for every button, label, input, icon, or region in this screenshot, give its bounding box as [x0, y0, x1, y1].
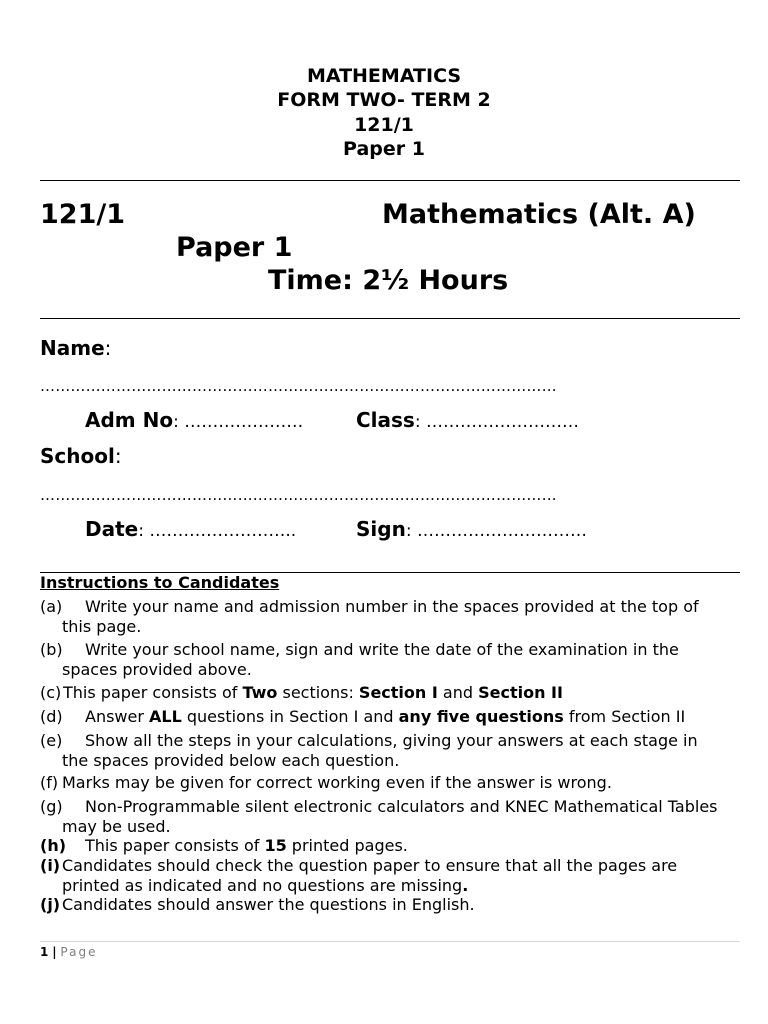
header-form: FORM TWO- TERM 2 [277, 89, 491, 111]
instruction-label: (h) [40, 836, 67, 855]
instructions-title: Instructions to Candidates [40, 573, 280, 592]
title-code: 121/1 [40, 199, 126, 230]
school-label: School [40, 444, 115, 468]
instruction-text: Show all the steps in your calculations, giving your answers at each stage in [85, 731, 698, 750]
emphasis: Section II [478, 683, 563, 702]
page-word: Page [60, 945, 98, 959]
instruction-text-cont: the spaces provided below each question. [62, 751, 400, 770]
instruction-label: (c) [40, 683, 62, 702]
instruction-c: (c) This paper consists of Two sections: Section I and Section II [40, 683, 563, 702]
sign-dots: : ………………………… [405, 521, 587, 541]
class-label: Class [356, 408, 415, 432]
instruction-label: (i) [40, 856, 61, 875]
date-dots: : …………………….. [138, 521, 297, 541]
instruction-text: Marks may be given for correct working even if the answer is wrong. [62, 773, 612, 792]
footer-divider [40, 941, 740, 942]
adm-no-field[interactable] [85, 408, 303, 434]
class-field[interactable] [356, 408, 579, 434]
sign-field[interactable] [356, 517, 587, 543]
name-dots[interactable]: ………………………………………………………………………………………… [40, 377, 557, 395]
emphasis: Section I [358, 683, 438, 702]
class-dots: : ……………………… [414, 412, 579, 432]
date-field[interactable] [85, 517, 296, 543]
instruction-text: Candidates should answer the questions in English. [62, 895, 475, 914]
instruction-a [40, 597, 740, 637]
sign-label: Sign [356, 517, 406, 541]
emphasis: any five questions [398, 707, 564, 726]
instruction-label: (g) [40, 797, 63, 816]
instruction-label: (e) [40, 731, 63, 750]
instruction-g [40, 797, 740, 837]
instruction-label: (b) [40, 640, 63, 659]
title-subject: Mathematics (Alt. A) [382, 199, 696, 230]
school-field[interactable]: School: [40, 444, 122, 468]
instruction-j [40, 895, 740, 915]
school-dots[interactable]: ………………………………………………………………………………………… [40, 486, 557, 504]
name-label: Name [40, 336, 105, 360]
instruction-f [40, 773, 740, 793]
instruction-text-cont: spaces provided above. [62, 660, 252, 679]
adm-no-dots: : ………………… [173, 412, 304, 432]
emphasis: Two [242, 683, 278, 702]
adm-no-label: Adm No [85, 408, 174, 432]
instruction-text: Write your school name, sign and write the date of the examination in the [85, 640, 679, 659]
instruction-text-cont: may be used. [62, 817, 171, 836]
instruction-e [40, 731, 740, 771]
instruction-label: (f) [40, 773, 59, 792]
title-time: Time: 2½ Hours [268, 265, 509, 296]
page-separator: | [52, 945, 57, 959]
instruction-text: Non-Programmable silent electronic calculators and KNEC Mathematical Tables [85, 797, 718, 816]
instruction-text-cont: printed as indicated and no questions are missing [62, 876, 463, 895]
header-paper: Paper 1 [343, 138, 425, 160]
emphasis: 15 [264, 836, 287, 855]
instruction-text-cont: this page. [62, 617, 142, 636]
emphasis: ALL [149, 707, 182, 726]
instruction-label: (a) [40, 597, 63, 616]
name-field[interactable]: Name: [40, 336, 112, 360]
instruction-b [40, 640, 740, 680]
header-code: 121/1 [354, 114, 414, 136]
instruction-label: (j) [40, 895, 61, 914]
divider-top [40, 180, 740, 181]
page-footer [40, 945, 97, 959]
instruction-i: (i) Candidates should check the question paper to ensure that all the pages are printed as indicated and no questions are missing. [40, 856, 740, 896]
instruction-label: (d) [40, 707, 63, 726]
date-label: Date [85, 517, 139, 541]
instruction-text: Candidates should check the question paper to ensure that all the pages are [62, 856, 678, 875]
page-number: 1 [40, 945, 49, 959]
title-paper: Paper 1 [176, 232, 293, 263]
instruction-text: Write your name and admission number in the spaces provided at the top of [85, 597, 699, 616]
divider-middle [40, 318, 740, 319]
header-subject: MATHEMATICS [306, 65, 462, 87]
instruction-d: (d) Answer ALL questions in Section I and any five questions from Section II [40, 707, 686, 726]
instruction-h: (h) This paper consists of 15 printed pages. [40, 836, 408, 855]
